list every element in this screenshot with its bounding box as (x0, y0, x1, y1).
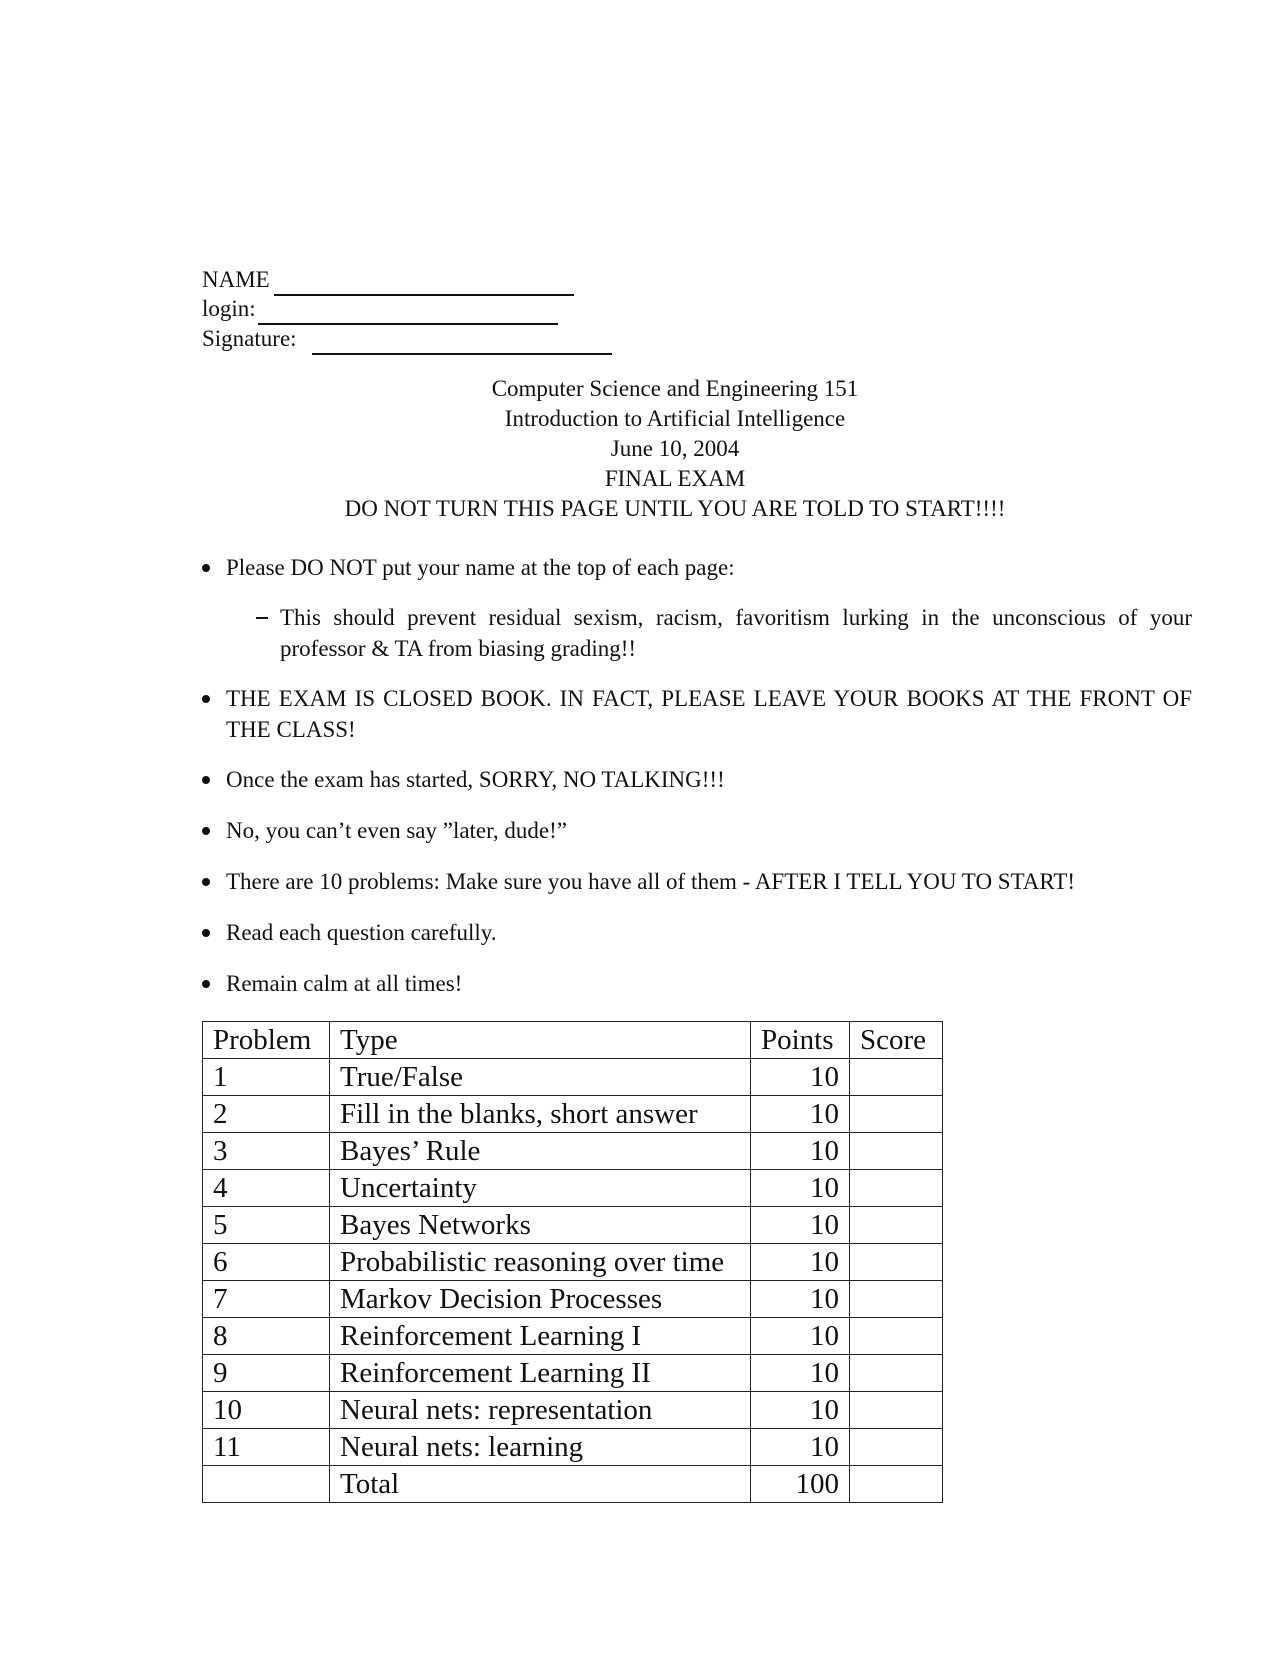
bullet-icon (202, 776, 210, 784)
problem-type: Neural nets: learning (330, 1429, 751, 1466)
bullet-icon (202, 695, 210, 703)
signature-field[interactable] (202, 324, 297, 354)
problem-points: 10 (751, 1207, 850, 1244)
problem-number: 2 (203, 1096, 330, 1133)
problem-type: Reinforcement Learning II (330, 1355, 751, 1392)
signature-label: Signature: (202, 326, 297, 351)
problem-points: 10 (751, 1244, 850, 1281)
table-row (203, 1207, 943, 1244)
table-row (203, 1429, 943, 1466)
total-row (203, 1466, 943, 1503)
instruction-subtext: This should prevent residual sexism, racism, favoritism lurking in the unconscious of your professor & TA from biasing grading!! (280, 605, 1192, 661)
total-points: 100 (751, 1466, 850, 1503)
login-underline (258, 323, 558, 325)
problem-points: 10 (751, 1355, 850, 1392)
problem-number: 8 (203, 1318, 330, 1355)
bullet-icon (202, 564, 210, 572)
instruction-text: Please DO NOT put your name at the top of each page: (226, 555, 735, 580)
instruction-text: Read each question carefully. (226, 920, 497, 945)
problem-number: 10 (203, 1392, 330, 1429)
header-problem: Problem (203, 1022, 330, 1059)
course-number: Computer Science and Engineering 151 (491, 376, 859, 401)
problem-score[interactable] (850, 1059, 943, 1096)
problem-number: 4 (203, 1170, 330, 1207)
problem-score[interactable] (850, 1392, 943, 1429)
instruction-item (202, 552, 1192, 583)
score-table (202, 1021, 943, 1503)
instruction-text: Once the exam has started, SORRY, NO TALKING!!! (226, 767, 725, 792)
instruction-item (202, 764, 1192, 795)
problem-number: 11 (203, 1429, 330, 1466)
problem-points: 10 (751, 1392, 850, 1429)
table-row (203, 1170, 943, 1207)
instruction-text: There are 10 problems: Make sure you have all of them - AFTER I TELL YOU TO START! (226, 869, 1076, 894)
problem-number: 9 (203, 1355, 330, 1392)
problem-score[interactable] (850, 1133, 943, 1170)
problem-points: 10 (751, 1059, 850, 1096)
problem-type: Bayes’ Rule (330, 1133, 751, 1170)
instruction-item (202, 968, 1192, 999)
problem-type: Uncertainty (330, 1170, 751, 1207)
table-row (203, 1059, 943, 1096)
table-row (203, 1244, 943, 1281)
problem-number: 5 (203, 1207, 330, 1244)
problem-score[interactable] (850, 1429, 943, 1466)
instruction-text: Remain calm at all times! (226, 971, 463, 996)
table-header-row (203, 1022, 943, 1059)
exam-date: June 10, 2004 (610, 436, 740, 461)
problem-number: 7 (203, 1281, 330, 1318)
table-row (203, 1355, 943, 1392)
problem-type: Fill in the blanks, short answer (330, 1096, 751, 1133)
header-score: Score (850, 1022, 943, 1059)
signature-underline (312, 353, 612, 355)
instruction-item (202, 866, 1192, 897)
instruction-item (202, 917, 1192, 948)
problem-type: True/False (330, 1059, 751, 1096)
dash-icon (256, 617, 268, 619)
name-underline (274, 294, 574, 296)
problem-points: 10 (751, 1170, 850, 1207)
header-points: Points (751, 1022, 850, 1059)
problem-number: 6 (203, 1244, 330, 1281)
problem-score[interactable] (850, 1244, 943, 1281)
total-score[interactable] (850, 1466, 943, 1503)
problem-points: 10 (751, 1318, 850, 1355)
instruction-item (202, 815, 1192, 846)
problem-type: Reinforcement Learning I (330, 1318, 751, 1355)
table-row (203, 1392, 943, 1429)
problem-score[interactable] (850, 1355, 943, 1392)
problem-score[interactable] (850, 1281, 943, 1318)
problem-score[interactable] (850, 1318, 943, 1355)
problem-type: Bayes Networks (330, 1207, 751, 1244)
bullet-icon (202, 878, 210, 886)
total-label: Total (330, 1466, 751, 1503)
instruction-text: No, you can’t even say ”later, dude!” (226, 818, 567, 843)
instruction-item (202, 683, 1192, 745)
name-label: NAME (202, 267, 270, 292)
table-row (203, 1281, 943, 1318)
login-label: login: (202, 296, 256, 321)
problem-type: Neural nets: representation (330, 1392, 751, 1429)
problem-score[interactable] (850, 1170, 943, 1207)
header-type: Type (330, 1022, 751, 1059)
problem-score[interactable] (850, 1207, 943, 1244)
exam-title: FINAL EXAM (604, 466, 746, 491)
bullet-icon (202, 827, 210, 835)
bullet-icon (202, 929, 210, 937)
problem-type: Probabilistic reasoning over time (330, 1244, 751, 1281)
bullet-icon (202, 980, 210, 988)
instruction-subitem (256, 602, 1192, 664)
problem-score[interactable] (850, 1096, 943, 1133)
table-row (203, 1318, 943, 1355)
problem-number: 3 (203, 1133, 330, 1170)
table-row (203, 1133, 943, 1170)
problem-points: 10 (751, 1133, 850, 1170)
problem-points: 10 (751, 1429, 850, 1466)
problem-points: 10 (751, 1281, 850, 1318)
start-warning: DO NOT TURN THIS PAGE UNTIL YOU ARE TOLD TO START!!!! (344, 496, 1006, 521)
problem-type: Markov Decision Processes (330, 1281, 751, 1318)
name-field[interactable] (202, 265, 270, 295)
login-field[interactable] (202, 294, 256, 324)
course-name: Introduction to Artificial Intelligence (504, 406, 846, 431)
instruction-text: THE EXAM IS CLOSED BOOK. IN FACT, PLEASE LEAVE YOUR BOOKS AT THE FRONT OF THE CLASS! (226, 686, 1192, 742)
table-row (203, 1096, 943, 1133)
total-problem (203, 1466, 330, 1503)
problem-points: 10 (751, 1096, 850, 1133)
problem-number: 1 (203, 1059, 330, 1096)
